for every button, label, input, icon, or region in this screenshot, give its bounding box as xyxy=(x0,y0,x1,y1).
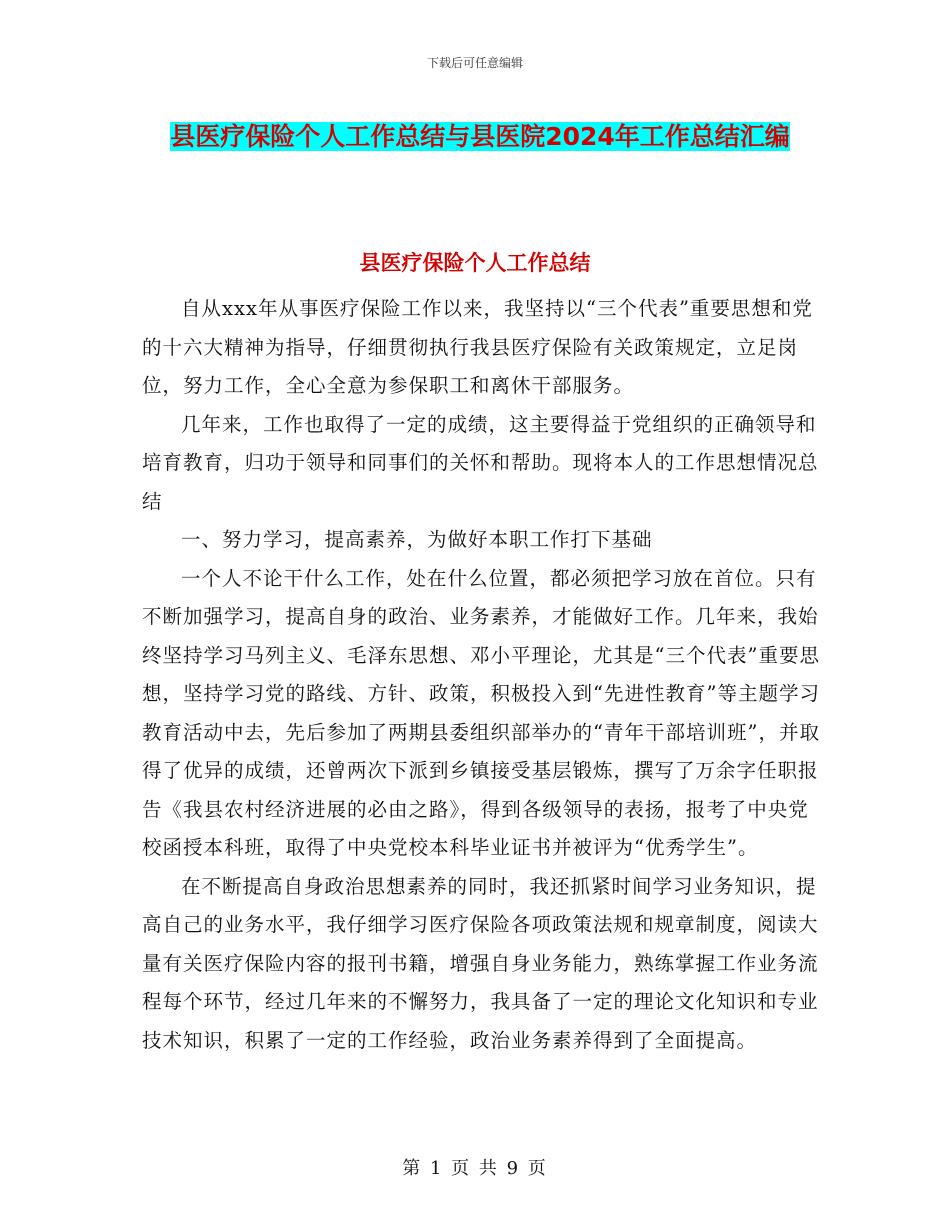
document-title-text: 县医疗保险个人工作总结与县医院2024年工作总结汇编 xyxy=(170,122,790,151)
section-title: 县医疗保险个人工作总结 xyxy=(359,251,591,275)
page-number: 第 1 页 共 9 页 xyxy=(402,1158,548,1179)
body-paragraph: 在不断提高自身政治思想素养的同时，我还抓紧时间学习业务知识，提高自己的业务水平，我仔细学习医疗保险各项政策法规和规章制度，阅读大量有关医疗保险内容的报刊书籍，增强自身业务能力，熟练掌握工作业务流程每个环节，经过几年来的不懈努力，我具备了一定的理论文化知识和专业技术知识，积累了一定的工作经验，政治业务素养得到了全面提高。 xyxy=(142,874,819,1052)
body-paragraph: 自从xxx年从事医疗保险工作以来，我坚持以“三个代表”重要思想和党的十六大精神为指导，仔细贯彻执行我县医疗保险有关政策规定，立足岗位，努力工作，全心全意为参保职工和离休干部服务。 xyxy=(142,297,813,397)
body-paragraph: 几年来，工作也取得了一定的成绩，这主要得益于党组织的正确领导和培育教育，归功于领导和同事们的关怀和帮助。现将本人的工作思想情况总结 xyxy=(142,412,819,513)
body-paragraph: 一个人不论干什么工作，处在什么位置，都必须把学习放在首位。只有不断加强学习，提高自身的政治、业务素养，才能做好工作。几年来，我始终坚持学习马列主义、毛泽东思想、邓小平理论，尤其是“三个代表”重要思想，坚持学习党的路线、方针、政策，积极投入到“先进性教育”等主题学习教育活动中去，先后参加了两期县委组织部举办的“青年干部培训班”，并取得了优异的成绩，还曾两次下派到乡镇接受基层锻炼，撰写了万余字任职报告《我县农村经济进展的必由之路》，得到各级领导的表扬，报考了中央党校函授本科班，取得了中央党校本科毕业证书并被评为“优秀学生”。 xyxy=(142,566,820,859)
document-body xyxy=(142,290,822,1060)
document-title xyxy=(140,113,820,160)
body-paragraph: 一、努力学习，提高素养，为做好本职工作打下基础 xyxy=(181,528,653,551)
header-note: 下载后可任意编辑 xyxy=(426,56,523,70)
